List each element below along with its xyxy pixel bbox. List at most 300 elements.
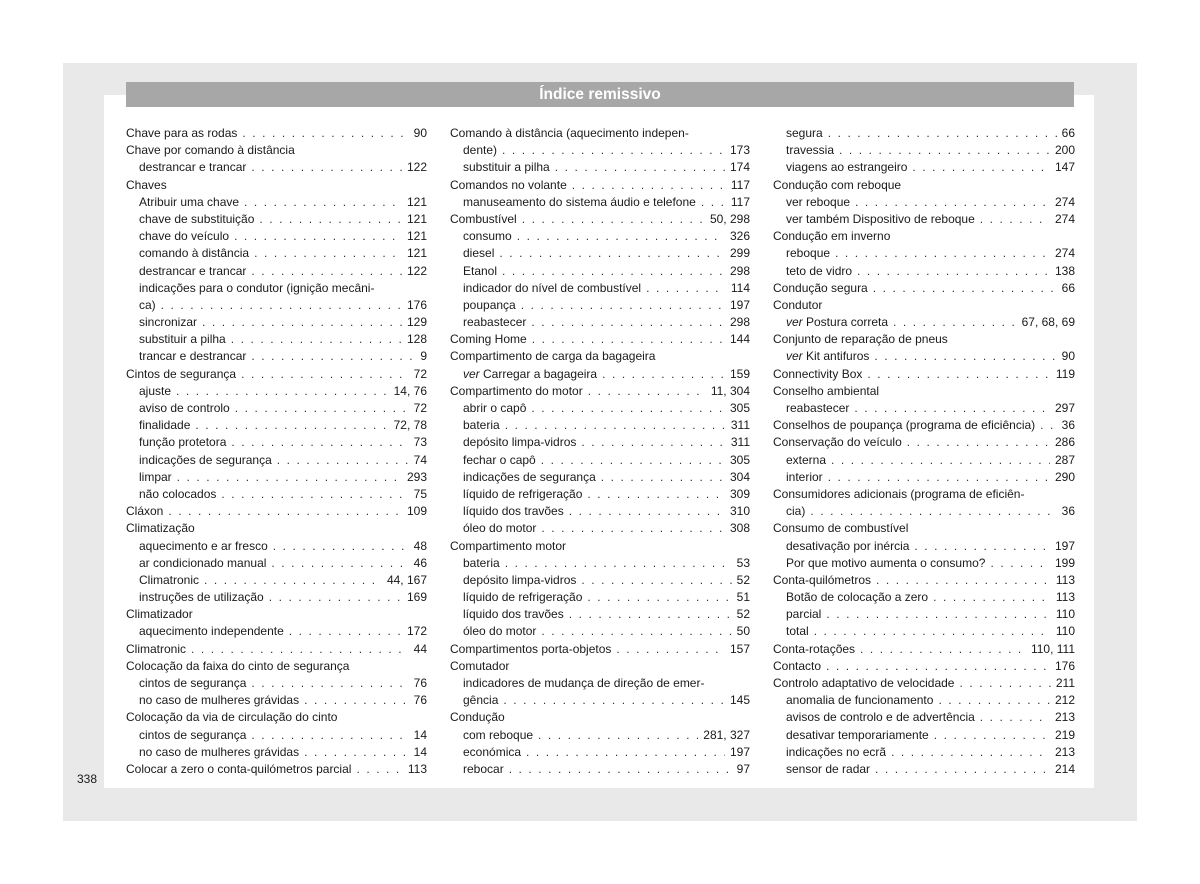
index-entry — [126, 761, 427, 778]
dot-leader — [828, 125, 1057, 142]
entry-term: parcial — [786, 607, 822, 622]
index-entry — [450, 263, 750, 280]
entry-page-ref: 304 — [729, 469, 750, 484]
entry-term: total — [786, 624, 809, 639]
entry-term: Compartimento motor — [450, 538, 567, 553]
entry-page-ref: 274 — [1054, 246, 1075, 261]
entry-term: líquido de refrigeração — [463, 590, 583, 605]
dot-leader — [934, 727, 1050, 744]
entry-page-ref: 14 — [413, 744, 427, 759]
entry-term: externa — [786, 452, 827, 467]
entry-page-ref: 44, 167 — [386, 572, 427, 587]
dot-leader — [990, 555, 1050, 572]
entry-term: Consumidores adicionais (programa de eficiên- — [773, 486, 1025, 501]
index-entry — [773, 245, 1075, 262]
entry-page-ref: 211 — [1055, 676, 1075, 690]
dot-leader — [828, 469, 1050, 486]
index-entry — [450, 658, 750, 675]
entry-page-ref: 46 — [413, 555, 427, 570]
entry-term: no caso de mulheres grávidas — [139, 744, 300, 759]
entry-term: Contacto — [773, 658, 822, 673]
index-entry — [126, 555, 427, 572]
index-entry — [450, 623, 750, 640]
dot-leader — [646, 280, 726, 297]
entry-page-ref: 122 — [406, 263, 427, 278]
entry-term: trancar e destrancar — [139, 349, 247, 364]
dot-leader — [251, 159, 402, 176]
index-entry — [773, 589, 1075, 606]
index-entry — [126, 245, 427, 262]
entry-term: Botão de colocação a zero — [786, 590, 929, 605]
dot-leader — [277, 452, 409, 469]
entry-page-ref: 174 — [729, 160, 750, 175]
index-entry — [773, 125, 1075, 142]
entry-page-ref: 213 — [1054, 710, 1075, 725]
index-entry — [126, 263, 427, 280]
dot-leader — [176, 383, 389, 400]
entry-page-ref: 76 — [413, 693, 427, 708]
entry-page-ref: 305 — [729, 401, 750, 415]
index-entry — [450, 228, 750, 245]
entry-page-ref: 114 — [730, 280, 750, 295]
entry-page-ref: 290 — [1054, 469, 1075, 484]
dot-leader — [304, 692, 409, 709]
entry-term: económica — [463, 744, 522, 759]
entry-term-text: Postura correta — [802, 315, 889, 330]
index-entry — [126, 538, 427, 555]
index-entry — [450, 245, 750, 262]
entry-page-ref: 176 — [406, 297, 427, 312]
dot-leader — [541, 452, 725, 469]
index-entry — [126, 709, 427, 726]
entry-page-ref: 299 — [729, 246, 750, 261]
entry-page-ref: 110 — [1055, 624, 1075, 639]
dot-leader — [356, 761, 402, 778]
dot-leader — [569, 606, 732, 623]
dot-leader — [835, 245, 1050, 262]
entry-page-ref: 122 — [406, 160, 427, 175]
index-entry — [450, 520, 750, 537]
entry-term: Chave para as rodas — [126, 126, 238, 140]
entry-term: substituir a pilha — [463, 160, 550, 175]
index-entry — [773, 297, 1075, 314]
dot-leader — [857, 263, 1050, 280]
index-entry — [773, 366, 1075, 383]
dot-leader — [251, 348, 415, 365]
entry-term: gência — [463, 693, 499, 708]
index-entry — [450, 142, 750, 159]
entry-page-ref: 281, 327 — [703, 727, 750, 742]
dot-leader — [502, 263, 725, 280]
entry-page-ref: 48 — [413, 538, 427, 553]
dot-leader — [531, 400, 725, 417]
entry-page-ref: 287 — [1054, 452, 1075, 467]
entry-term: Climatização — [126, 521, 195, 536]
index-entry — [126, 623, 427, 640]
dot-leader — [251, 727, 408, 744]
index-entry — [773, 314, 1075, 331]
entry-page-ref: 36 — [1061, 418, 1075, 433]
dot-leader — [531, 314, 725, 331]
entry-term: viagens ao estrangeiro — [786, 160, 908, 175]
index-entry — [773, 520, 1075, 537]
index-entry — [450, 314, 750, 331]
index-column-1 — [126, 125, 427, 778]
dot-leader — [499, 245, 725, 262]
entry-term: Comutador — [450, 658, 510, 673]
entry-term: Colocação da faixa do cinto de segurança — [126, 658, 350, 673]
entry-page-ref: 129 — [406, 315, 427, 330]
index-entry — [773, 572, 1075, 589]
index-entry — [450, 727, 750, 744]
entry-term: no caso de mulheres grávidas — [139, 693, 300, 708]
entry-term: teto de vidro — [786, 263, 853, 278]
dot-leader — [587, 589, 731, 606]
index-entry — [773, 177, 1075, 194]
entry-term: instruções de utilização — [139, 590, 264, 605]
entry-term: Climatronic — [139, 572, 200, 587]
dot-leader — [251, 675, 408, 692]
index-entry — [126, 159, 427, 176]
entry-page-ref: 121 — [406, 229, 427, 244]
dot-leader — [581, 572, 731, 589]
entry-term: anomalia de funcionamento — [786, 693, 934, 708]
index-entry — [773, 211, 1075, 228]
entry-term-text: Carregar a bagageira — [479, 366, 598, 381]
index-entry — [126, 348, 427, 365]
index-entry — [126, 211, 427, 228]
index-entry — [126, 417, 427, 434]
entry-term-text: Kit antifuros — [802, 349, 870, 364]
index-entry — [773, 623, 1075, 640]
index-entry — [450, 348, 750, 365]
index-entry — [126, 744, 427, 761]
index-entry — [773, 658, 1075, 675]
entry-term: Chave por comando à distância — [126, 143, 295, 158]
index-entry — [773, 159, 1075, 176]
entry-term: poupança — [463, 297, 516, 312]
index-entry — [126, 383, 427, 400]
dot-leader — [251, 263, 402, 280]
entry-page-ref: 74 — [413, 452, 427, 467]
dot-leader — [505, 555, 732, 572]
entry-term: cia) — [786, 504, 806, 519]
entry-page-ref: 113 — [1055, 590, 1075, 605]
index-entry — [450, 641, 750, 658]
entry-term: Colocação da via de circulação do cinto — [126, 710, 338, 725]
entry-page-ref: 274 — [1054, 194, 1075, 209]
index-entry — [773, 400, 1075, 417]
entry-term: cintos de segurança — [139, 676, 247, 690]
dot-leader — [907, 434, 1050, 451]
dot-leader — [168, 503, 402, 520]
index-entry — [773, 434, 1075, 451]
dot-leader — [541, 623, 731, 640]
dot-leader — [831, 452, 1050, 469]
entry-term: reabastecer — [786, 401, 850, 415]
index-entry — [450, 452, 750, 469]
entry-term: diesel — [463, 246, 495, 261]
entry-term: líquido dos travões — [463, 504, 564, 519]
entry-term: ar condicionado manual — [139, 555, 267, 570]
entry-page-ref: 53 — [736, 555, 750, 570]
entry-page-ref: 214 — [1054, 761, 1075, 776]
entry-page-ref: 66 — [1061, 280, 1075, 295]
entry-term: líquido dos travões — [463, 607, 564, 622]
index-entry — [773, 709, 1075, 726]
entry-term: depósito limpa-vidros — [463, 435, 577, 450]
index-entry — [450, 555, 750, 572]
index-entry — [450, 366, 750, 383]
dot-leader — [254, 245, 402, 262]
index-entry — [773, 538, 1075, 555]
entry-term: ver reboque — [786, 194, 851, 209]
entry-page-ref: 298 — [729, 263, 750, 278]
entry-term: Etanol — [463, 263, 498, 278]
entry-term: Cintos de segurança — [126, 366, 237, 381]
index-entry — [450, 744, 750, 761]
entry-page-ref: 50 — [736, 624, 750, 639]
entry-page-ref: 113 — [1055, 572, 1075, 587]
entry-page-ref: 176 — [1054, 658, 1075, 673]
entry-term: indicações para o condutor (ignição mecâni- — [139, 280, 375, 295]
dot-leader — [235, 400, 409, 417]
entry-term: Colocar a zero o conta-quilómetros parcial — [126, 761, 352, 776]
entry-page-ref: 121 — [406, 194, 427, 209]
entry-page-ref: 159 — [729, 366, 750, 381]
index-entry — [126, 142, 427, 159]
entry-term: Connectivity Box — [773, 366, 863, 381]
entry-term: Condução em inverno — [773, 229, 891, 244]
entry-page-ref: 219 — [1054, 727, 1075, 742]
entry-term: óleo do motor — [463, 521, 537, 536]
index-entry — [450, 709, 750, 726]
entry-term: manuseamento do sistema áudio e telefone — [463, 194, 696, 209]
entry-term: cintos de segurança — [139, 727, 247, 742]
index-entry — [773, 761, 1075, 778]
entry-term: Conselho ambiental — [773, 383, 880, 398]
entry-term: Coming Home — [450, 332, 527, 347]
entry-page-ref: 173 — [729, 143, 750, 158]
entry-term: Combustível — [450, 211, 517, 226]
entry-page-ref: 213 — [1054, 744, 1075, 759]
index-column-3 — [773, 125, 1075, 778]
entry-term: sincronizar — [139, 315, 198, 330]
entry-page-ref: 200 — [1054, 143, 1075, 158]
dot-leader — [538, 727, 698, 744]
entry-term: Compartimento de carga da bagageira — [450, 349, 656, 364]
entry-term: limpar — [139, 469, 172, 484]
entry-term: ajuste — [139, 383, 172, 398]
index-entry — [126, 658, 427, 675]
entry-term: Atribuir uma chave — [139, 194, 240, 209]
entry-term: com reboque — [463, 727, 534, 742]
entry-page-ref: 44 — [413, 641, 427, 656]
dot-leader — [241, 366, 409, 383]
entry-page-ref: 72, 78 — [393, 418, 427, 433]
entry-term: desativar temporariamente — [786, 727, 929, 742]
entry-term: chave de substituição — [139, 211, 255, 226]
index-entry — [126, 297, 427, 314]
index-entry — [126, 452, 427, 469]
entry-page-ref: 197 — [1054, 538, 1075, 553]
entry-term: não colocados — [139, 486, 217, 501]
entry-term: aquecimento independente — [139, 624, 284, 639]
entry-page-ref: 310 — [729, 504, 750, 519]
entry-page-ref: 197 — [729, 297, 750, 312]
index-entry — [773, 675, 1075, 692]
dot-leader — [826, 658, 1050, 675]
entry-term: interior — [786, 469, 823, 484]
entry-term: Conta-rotações — [773, 641, 856, 656]
dot-leader — [701, 194, 726, 211]
entry-page-ref: 110 — [1055, 607, 1075, 622]
index-entry — [126, 434, 427, 451]
entry-term: travessia — [786, 143, 835, 158]
entry-term: abrir o capô — [463, 401, 527, 415]
entry-term: Climatizador — [126, 607, 193, 622]
dot-leader — [234, 228, 402, 245]
entry-page-ref: 293 — [406, 469, 427, 484]
entry-page-ref: 169 — [406, 590, 427, 605]
entry-page-ref: 157 — [729, 641, 750, 656]
dot-leader — [289, 623, 402, 640]
index-entry — [773, 331, 1075, 348]
index-entry — [450, 538, 750, 555]
entry-page-ref: 138 — [1054, 263, 1075, 278]
dot-leader — [891, 744, 1050, 761]
entry-term: reboque — [786, 246, 831, 261]
index-entry — [773, 503, 1075, 520]
entry-term: Chaves — [126, 177, 167, 192]
dot-leader — [587, 486, 725, 503]
dot-leader — [555, 159, 725, 176]
entry-term: óleo do motor — [463, 624, 537, 639]
entry-page-ref: 66 — [1061, 126, 1075, 140]
entry-page-ref: 9 — [420, 349, 427, 364]
index-entry — [773, 641, 1075, 658]
index-entry — [126, 692, 427, 709]
dot-leader — [572, 177, 726, 194]
entry-page-ref: 128 — [406, 332, 427, 347]
entry-page-ref: 97 — [736, 761, 750, 776]
dot-leader — [177, 469, 402, 486]
index-entry — [126, 727, 427, 744]
dot-leader — [503, 692, 725, 709]
entry-term: desativação por inércia — [786, 538, 910, 553]
index-entry — [773, 555, 1075, 572]
dot-leader — [532, 331, 725, 348]
entry-see-prefix: ver — [463, 366, 480, 381]
entry-term: reabastecer — [463, 315, 527, 330]
index-entry — [450, 177, 750, 194]
dot-leader — [601, 469, 725, 486]
dot-leader — [161, 297, 402, 314]
entry-term: destrancar e trancar — [139, 263, 247, 278]
index-entry — [773, 727, 1075, 744]
dot-leader — [1040, 417, 1056, 434]
entry-term: Conservação do veículo — [773, 435, 902, 450]
index-entry — [450, 503, 750, 520]
index-entry — [126, 194, 427, 211]
entry-page-ref: 145 — [729, 693, 750, 708]
dot-leader — [522, 211, 705, 228]
entry-page-ref: 326 — [729, 229, 750, 244]
entry-term: rebocar — [463, 761, 504, 776]
dot-leader — [810, 503, 1056, 520]
dot-leader — [195, 417, 388, 434]
entry-term: segura — [786, 126, 823, 140]
entry-page-ref: 11, 304 — [710, 383, 750, 398]
entry-page-ref: 121 — [406, 246, 427, 261]
dot-leader — [873, 280, 1057, 297]
entry-page-ref: 297 — [1054, 401, 1075, 415]
index-entry — [773, 417, 1075, 434]
dot-leader — [860, 641, 1026, 658]
entry-page-ref: 311 — [730, 418, 750, 433]
entry-page-ref: 197 — [729, 744, 750, 759]
entry-term: ver também Dispositivo de reboque — [786, 211, 975, 226]
dot-leader — [588, 383, 706, 400]
dot-leader — [855, 194, 1050, 211]
entry-term: fechar o capô — [463, 452, 536, 467]
entry-page-ref: 50, 298 — [709, 211, 750, 226]
entry-page-ref: 90 — [413, 126, 427, 140]
index-entry — [126, 572, 427, 589]
dot-leader — [569, 503, 725, 520]
index-entry — [450, 572, 750, 589]
dot-leader — [854, 400, 1050, 417]
index-entry — [773, 692, 1075, 709]
entry-term: Comando à distância (aquecimento indepen- — [450, 126, 689, 140]
entry-page-ref: 52 — [736, 607, 750, 622]
index-entry — [773, 142, 1075, 159]
dot-leader — [502, 142, 725, 159]
dot-leader — [814, 623, 1051, 640]
index-entry — [773, 228, 1075, 245]
entry-term: Condução — [450, 710, 505, 725]
entry-term: Condutor — [773, 297, 823, 312]
dot-leader — [521, 297, 725, 314]
entry-term: Condução segura — [773, 280, 868, 295]
index-entry — [126, 280, 427, 297]
entry-page-ref: 298 — [729, 315, 750, 330]
index-entry — [773, 606, 1075, 623]
dot-leader — [933, 589, 1051, 606]
entry-page-ref: 308 — [729, 521, 750, 536]
entry-term: Conta-quilómetros — [773, 572, 872, 587]
index-entry — [126, 641, 427, 658]
entry-page-ref: 52 — [736, 572, 750, 587]
index-entry — [773, 348, 1075, 365]
dot-leader — [876, 572, 1051, 589]
entry-term — [463, 366, 597, 383]
dot-leader — [304, 744, 409, 761]
index-entry — [773, 744, 1075, 761]
index-header: Índice remissivo — [126, 82, 1074, 107]
index-entry — [126, 606, 427, 623]
dot-leader — [893, 314, 1017, 331]
index-entry — [450, 280, 750, 297]
entry-term: Conjunto de reparação de pneus — [773, 332, 948, 347]
entry-see-prefix: ver — [786, 315, 803, 330]
entry-term: substituir a pilha — [139, 332, 226, 347]
index-entry — [450, 211, 750, 228]
index-entry — [126, 503, 427, 520]
index-entry — [773, 280, 1075, 297]
dot-leader — [231, 331, 402, 348]
index-entry — [126, 177, 427, 194]
